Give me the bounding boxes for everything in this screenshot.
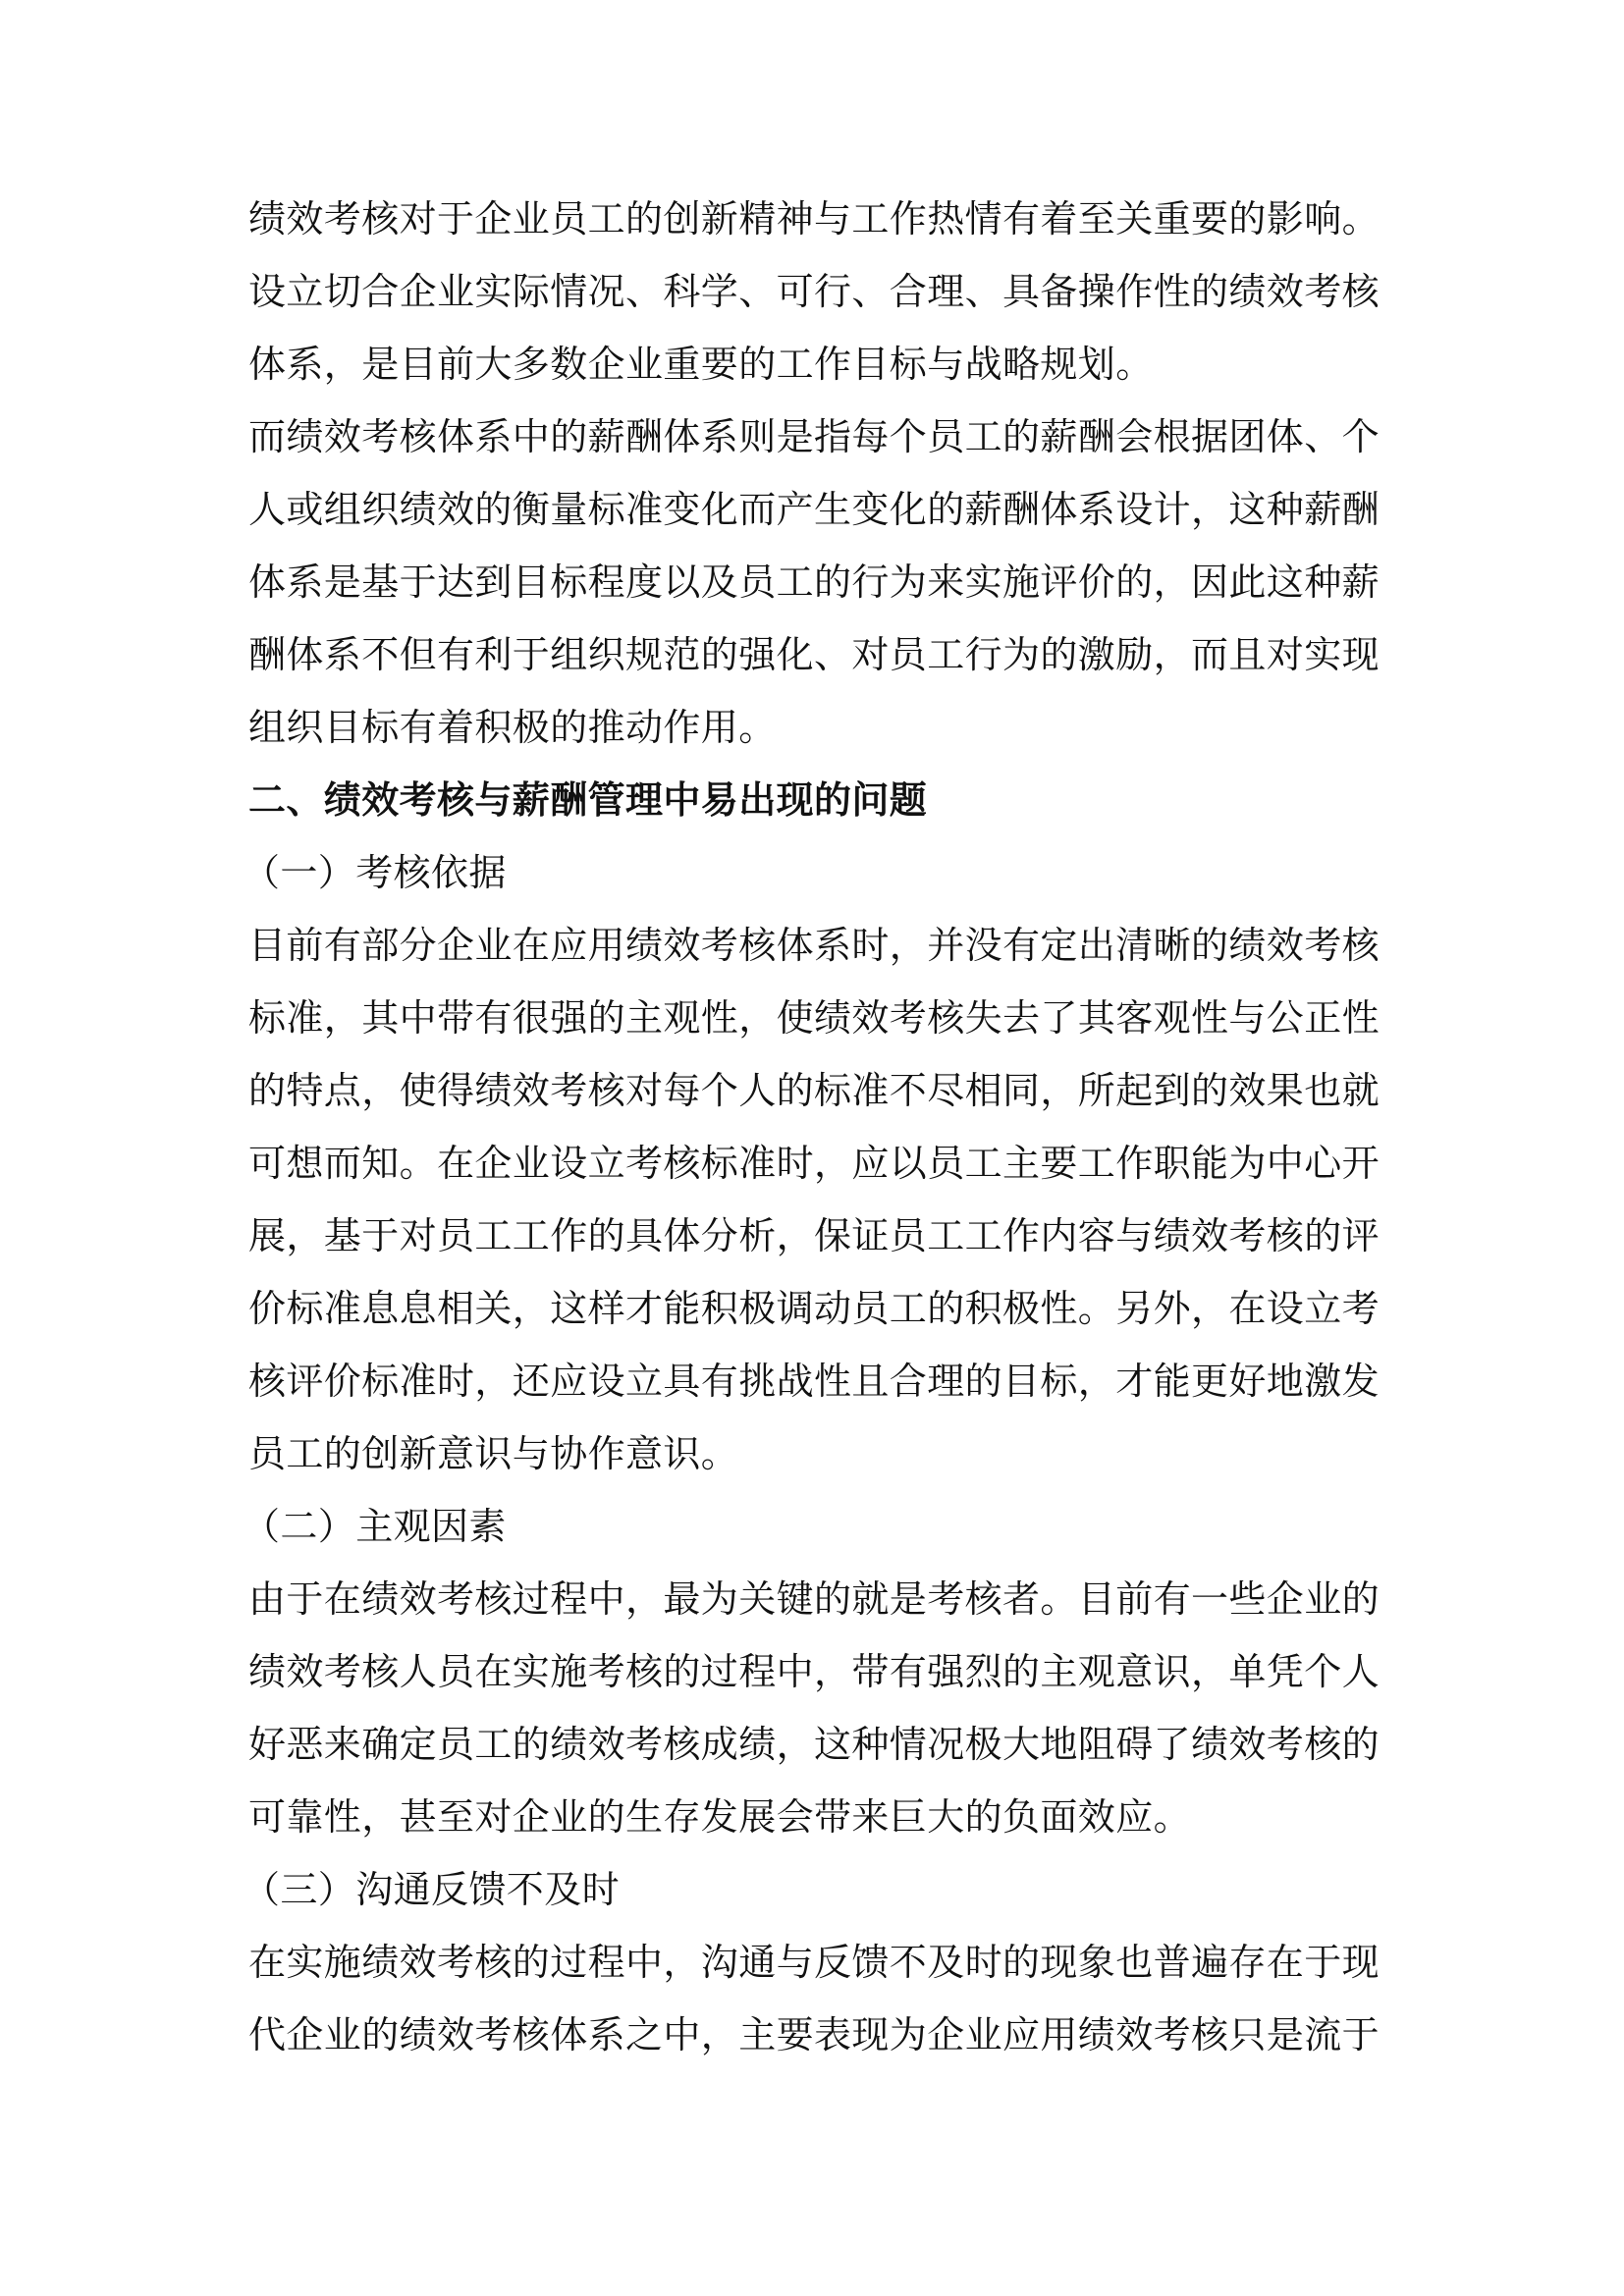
- text-line: 体系，是目前大多数企业重要的工作目标与战略规划。: [248, 343, 1154, 386]
- text-line: 绩效考核对于企业员工的创新精神与工作热情有着至关重要的影响。: [248, 197, 1380, 240]
- subsection-heading: （三）沟通反馈不及时: [243, 1868, 621, 1911]
- text-line: 由于在绩效考核过程中，最为关键的就是考核者。目前有一些企业的: [248, 1577, 1380, 1621]
- text-line: 代企业的绩效考核体系之中，主要表现为企业应用绩效考核只是流于: [248, 2013, 1380, 2056]
- text-line: 体系是基于达到目标程度以及员工的行为来实施评价的，因此这种薪: [248, 561, 1380, 604]
- text-line: 价标准息息相关，这样才能积极调动员工的积极性。另外，在设立考: [248, 1287, 1380, 1330]
- text-line: 组织目标有着积极的推动作用。: [248, 706, 777, 749]
- text-line: 可靠性，甚至对企业的生存发展会带来巨大的负面效应。: [248, 1795, 1192, 1839]
- text-line: 目前有部分企业在应用绩效考核体系时，并没有定出清晰的绩效考核: [248, 924, 1380, 967]
- text-line: 的特点，使得绩效考核对每个人的标准不尽相同，所起到的效果也就: [248, 1069, 1380, 1112]
- text-line: 标准，其中带有很强的主观性，使绩效考核失去了其客观性与公正性: [248, 996, 1380, 1040]
- text-line: 酬体系不但有利于组织规范的强化、对员工行为的激励，而且对实现: [248, 633, 1380, 676]
- text-line: 而绩效考核体系中的薪酬体系则是指每个员工的薪酬会根据团体、个: [248, 415, 1380, 458]
- subsection-heading: （一）考核依据: [243, 851, 507, 894]
- text-line: 好恶来确定员工的绩效考核成绩，这种情况极大地阻碍了绩效考核的: [248, 1723, 1380, 1766]
- text-line: 绩效考核人员在实施考核的过程中，带有强烈的主观意识，单凭个人: [248, 1650, 1380, 1693]
- text-line: 人或组织绩效的衡量标准变化而产生变化的薪酬体系设计，这种薪酬: [248, 488, 1380, 531]
- subsection-heading: （二）主观因素: [243, 1505, 507, 1548]
- text-line: 设立切合企业实际情况、科学、可行、合理、具备操作性的绩效考核: [248, 270, 1380, 313]
- text-line: 员工的创新意识与协作意识。: [248, 1432, 739, 1475]
- document-body: [243, 183, 1387, 2071]
- text-line: 在实施绩效考核的过程中，沟通与反馈不及时的现象也普遍存在于现: [248, 1941, 1380, 1984]
- text-line: 可想而知。在企业设立考核标准时，应以员工主要工作职能为中心开: [248, 1142, 1380, 1185]
- text-line: 核评价标准时，还应设立具有挑战性且合理的目标，才能更好地激发: [248, 1360, 1380, 1403]
- text-line: 展，基于对员工工作的具体分析，保证员工工作内容与绩效考核的评: [248, 1214, 1380, 1257]
- section-heading: 二、绩效考核与薪酬管理中易出现的问题: [248, 778, 928, 822]
